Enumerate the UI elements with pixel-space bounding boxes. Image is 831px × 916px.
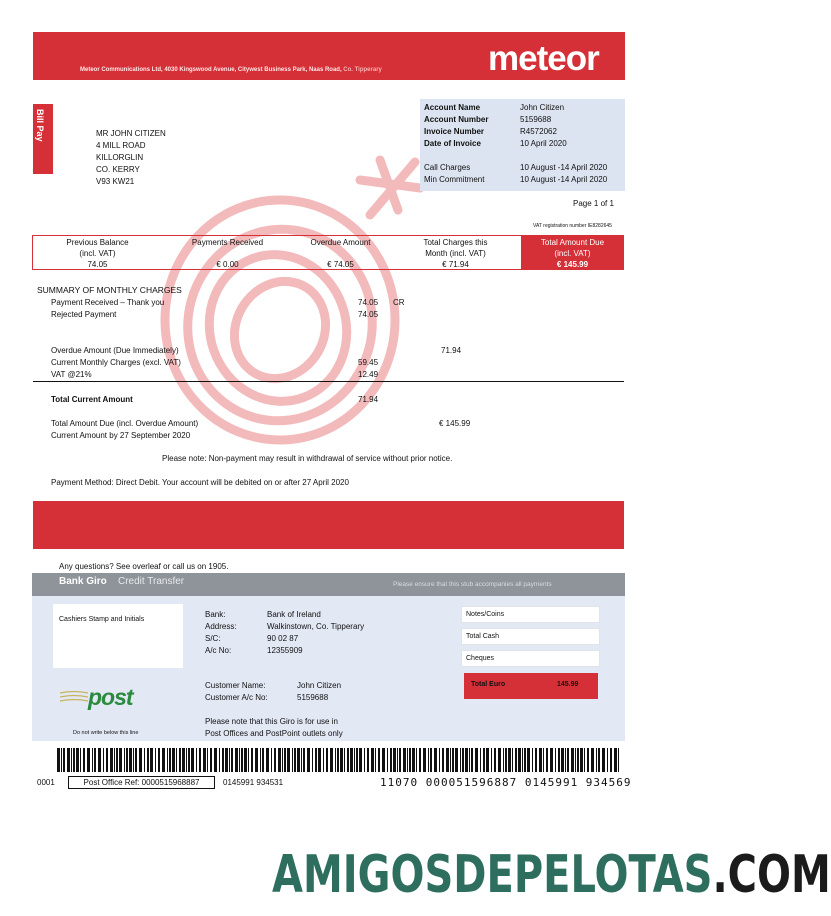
sort-code-value: 90 02 87 — [267, 634, 299, 643]
account-number-label: Account Number — [424, 115, 489, 124]
current-amount-by-label: Current Amount by 27 September 2020 — [51, 431, 191, 440]
current-charges-value: 59.45 — [358, 358, 379, 367]
stub-note: Please ensure that this stub accompanies all payments — [393, 581, 552, 588]
post-logo-lines-icon — [60, 690, 88, 705]
payments-received: Payments Received € 0.00 — [191, 238, 264, 269]
invoice-date-value: 10 April 2020 — [520, 139, 567, 148]
cheques-field[interactable]: Cheques — [461, 650, 600, 667]
customer-acno-label: Customer A/c No: — [205, 693, 268, 702]
total-amount-due: Total Amount Due (incl. VAT) € 145.99 — [540, 238, 605, 269]
total-due-label: Total Amount Due (incl. Overdue Amount) — [51, 419, 199, 428]
total-cash-field[interactable]: Total Cash — [461, 628, 600, 645]
bank-label: Bank: — [205, 610, 226, 619]
account-name-value: John Citizen — [520, 103, 565, 112]
customer-name-label: Customer Name: — [205, 681, 266, 690]
invoice-number-label: Invoice Number — [424, 127, 485, 136]
address-line: MR JOHN CITIZEN — [96, 129, 166, 138]
bank-value: Bank of Ireland — [267, 610, 321, 619]
rejected-payment-value: 74.05 — [358, 310, 379, 319]
vat-label: VAT @21% — [51, 370, 92, 379]
address-line: CO. KERRY — [96, 165, 140, 174]
summary-divider — [33, 381, 624, 382]
customer-name-value: John Citizen — [297, 681, 342, 690]
bank-address-value: Walkinstown, Co. Tipperary — [267, 622, 365, 631]
address-line: KILLORGLIN — [96, 153, 144, 162]
address-line: 4 MILL ROAD — [96, 141, 146, 150]
total-euro-value: 145.99 — [557, 681, 579, 688]
footer-code-left: 0001 — [37, 778, 55, 787]
do-not-write-note: Do not write below this line — [73, 730, 139, 736]
address-line: V93 KW21 — [96, 177, 135, 186]
meteor-logo: meteor — [488, 39, 599, 78]
credit-transfer-title: Credit Transfer — [118, 576, 185, 587]
vat-registration: VAT registration number IE8282645 — [533, 223, 612, 229]
total-current-label: Total Current Amount — [51, 395, 133, 404]
total-due-value: € 145.99 — [439, 419, 471, 428]
customer-acno-value: 5159688 — [297, 693, 329, 702]
bank-giro-title: Bank Giro — [59, 576, 107, 587]
payment-received-label: Payment Received – Thank you — [51, 298, 165, 307]
min-commitment-label: Min Commitment — [424, 175, 485, 184]
account-name-label: Account Name — [424, 103, 481, 112]
call-charges-value: 10 August -14 April 2020 — [520, 163, 608, 172]
footer-code-mid: 0145991 934531 — [223, 778, 284, 787]
company-address: Meteor Communications Ltd, 4030 Kingswood Avenue, Citywest Business Park, Naas Road, Co. Tipperary — [80, 67, 382, 73]
cashier-stamp-box — [53, 604, 183, 668]
total-charges-month: Total Charges this Month (incl. VAT) € 71.94 — [423, 238, 488, 269]
total-euro-label: Total Euro — [471, 681, 506, 688]
summary-title: SUMMARY OF MONTHLY CHARGES — [37, 285, 182, 295]
account-number-value: 5159688 — [520, 115, 552, 124]
total-current-value: 71.94 — [358, 395, 379, 404]
vat-value: 12.49 — [358, 370, 379, 379]
non-payment-notice: Please note: Non-payment may result in withdrawal of service without prior notice. — [162, 454, 453, 463]
overdue-due-value: 71.94 — [441, 346, 462, 355]
invoice-date-label: Date of Invoice — [424, 139, 481, 148]
call-charges-label: Call Charges — [424, 163, 471, 172]
min-commitment-value: 10 August -14 April 2020 — [520, 175, 608, 184]
red-separator-band — [33, 501, 624, 549]
account-no-label: A/c No: — [205, 646, 232, 655]
notes-coins-field[interactable]: Notes/Coins — [461, 606, 600, 623]
giro-note-line1: Please note that this Giro is for use in — [205, 717, 338, 726]
barcode-graphic — [57, 748, 621, 772]
overdue-amount: Overdue Amount € 74.05 — [310, 238, 371, 269]
page-indicator: Page 1 of 1 — [573, 199, 614, 208]
sort-code-label: S/C: — [205, 634, 221, 643]
account-no-value: 12355909 — [267, 646, 303, 655]
cashier-stamp-label: Cashiers Stamp and Initials — [59, 616, 145, 623]
site-watermark: AMIGOSDEPELOTAS.COM — [272, 845, 831, 905]
payment-method: Payment Method: Direct Debit. Your account will be debited on or after 27 April 2020 — [51, 478, 349, 487]
current-charges-label: Current Monthly Charges (excl. VAT) — [51, 358, 181, 367]
payment-received-value: 74.05 — [358, 298, 379, 307]
questions-text: Any questions? See overleaf or call us on 1905. — [59, 562, 229, 571]
giro-note-line2: Post Offices and PostPoint outlets only — [205, 729, 343, 738]
bill-pay-tab: Bill Pay — [33, 104, 53, 174]
rejected-payment-label: Rejected Payment — [51, 310, 117, 319]
ocr-scan-line: 11070 000051596887 0145991 934569 — [380, 776, 632, 789]
invoice-number-value: R4572062 — [520, 127, 557, 136]
post-logo: post — [88, 684, 133, 710]
bank-address-label: Address: — [205, 622, 237, 631]
credit-marker: CR — [393, 298, 405, 307]
previous-balance: Previous Balance (incl. VAT) 74.05 — [66, 238, 129, 269]
post-office-ref: Post Office Ref: 0000515968887 — [68, 776, 215, 789]
overdue-due-label: Overdue Amount (Due Immediately) — [51, 346, 179, 355]
